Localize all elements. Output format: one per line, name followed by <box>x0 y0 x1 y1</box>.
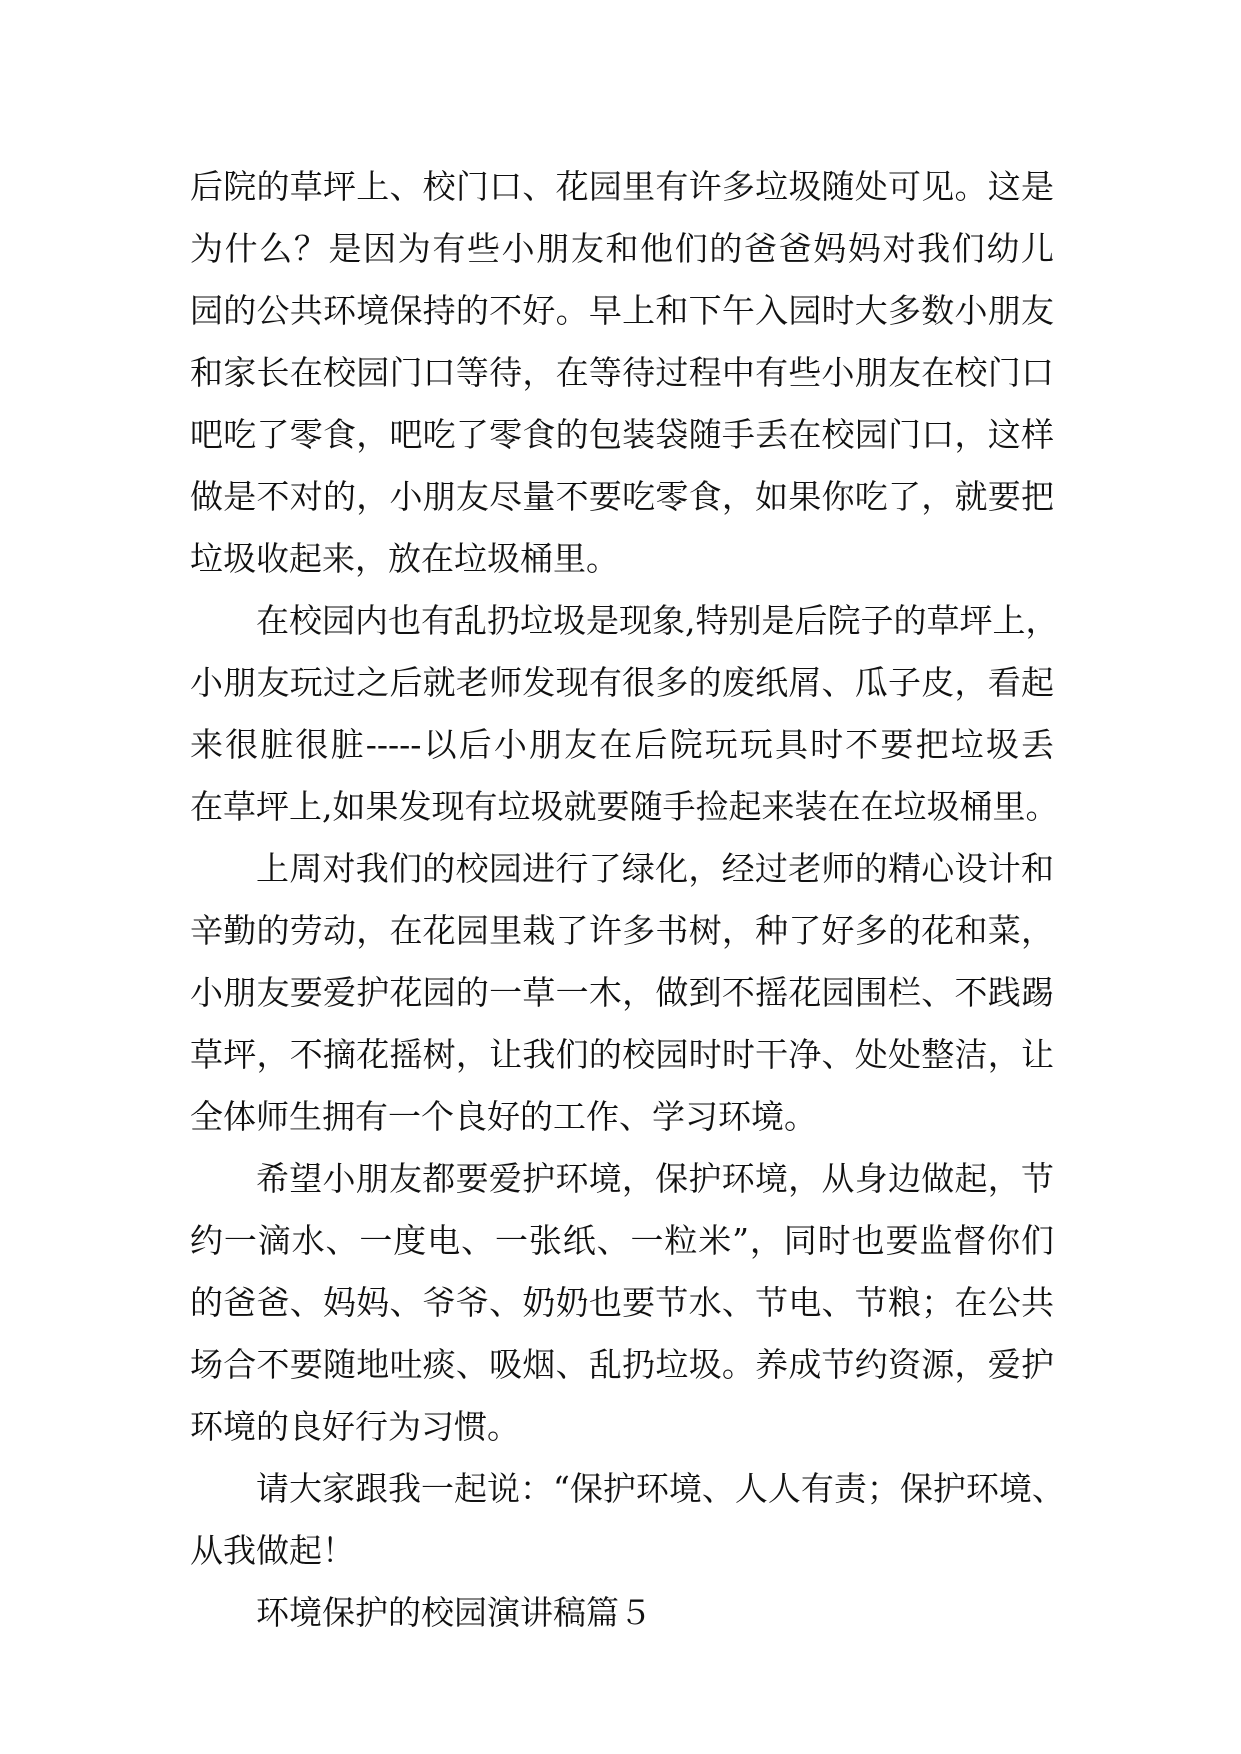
text-line: 在草坪上,如果发现有垃圾就要随手捡起来装在在垃圾桶里。 <box>190 787 1059 826</box>
text-line: 小朋友要爱护花园的一草一木，做到不摇花园围栏、不践踢 <box>190 973 1054 1012</box>
paragraph-first-line: 请大家跟我一起说：“保护环境、人人有责；保护环境、 <box>256 1469 1065 1508</box>
text-line: 小朋友玩过之后就老师发现有很多的废纸屑、瓜子皮，看起 <box>190 663 1054 702</box>
document-body <box>190 156 1065 1644</box>
text-line: 和家长在校园门口等待，在等待过程中有些小朋友在校门口 <box>190 353 1054 392</box>
text-line: 垃圾收起来，放在垃圾桶里。 <box>190 539 619 578</box>
paragraph-first-line: 希望小朋友都要爱护环境，保护环境，从身边做起，节 <box>256 1159 1054 1198</box>
text-line: 园的公共环境保持的不好。早上和下午入园时大多数小朋友 <box>190 291 1054 330</box>
text-line: 辛勤的劳动，在花园里栽了许多书树，种了好多的花和菜， <box>190 911 1054 950</box>
text-line: 吧吃了零食，吧吃了零食的包装袋随手丢在校园门口，这样 <box>190 415 1054 454</box>
text-line: 场合不要随地吐痰、吸烟、乱扔垃圾。养成节约资源，爱护 <box>190 1345 1054 1384</box>
paragraph-first-line: 在校园内也有乱扔垃圾是现象,特别是后院子的草坪上， <box>256 601 1059 640</box>
text-line: 全体师生拥有一个良好的工作、学习环境。 <box>190 1097 817 1136</box>
text-line: 的爸爸、妈妈、爷爷、奶奶也要节水、节电、节粮；在公共 <box>190 1283 1054 1322</box>
text-line: 环境的良好行为习惯。 <box>190 1407 520 1446</box>
text-line: 做是不对的，小朋友尽量不要吃零食，如果你吃了，就要把 <box>190 477 1054 516</box>
text-line: 来很脏很脏-----以后小朋友在后院玩玩具时不要把垃圾丢 <box>190 725 1054 764</box>
text-line: 后院的草坪上、校门口、花园里有许多垃圾随处可见。这是 <box>190 167 1054 206</box>
paragraph-first-line: 上周对我们的校园进行了绿化，经过老师的精心设计和 <box>256 849 1054 888</box>
text-line: 草坪，不摘花摇树，让我们的校园时时干净、处处整洁，让 <box>190 1035 1054 1074</box>
section-heading: 环境保护的校园演讲稿篇５ <box>256 1593 652 1632</box>
text-line: 为什么？是因为有些小朋友和他们的爸爸妈妈对我们幼儿 <box>190 229 1054 268</box>
text-line: 从我做起！ <box>190 1531 355 1570</box>
text-line: 约一滴水、一度电、一张纸、一粒米”，同时也要监督你们 <box>190 1221 1054 1260</box>
